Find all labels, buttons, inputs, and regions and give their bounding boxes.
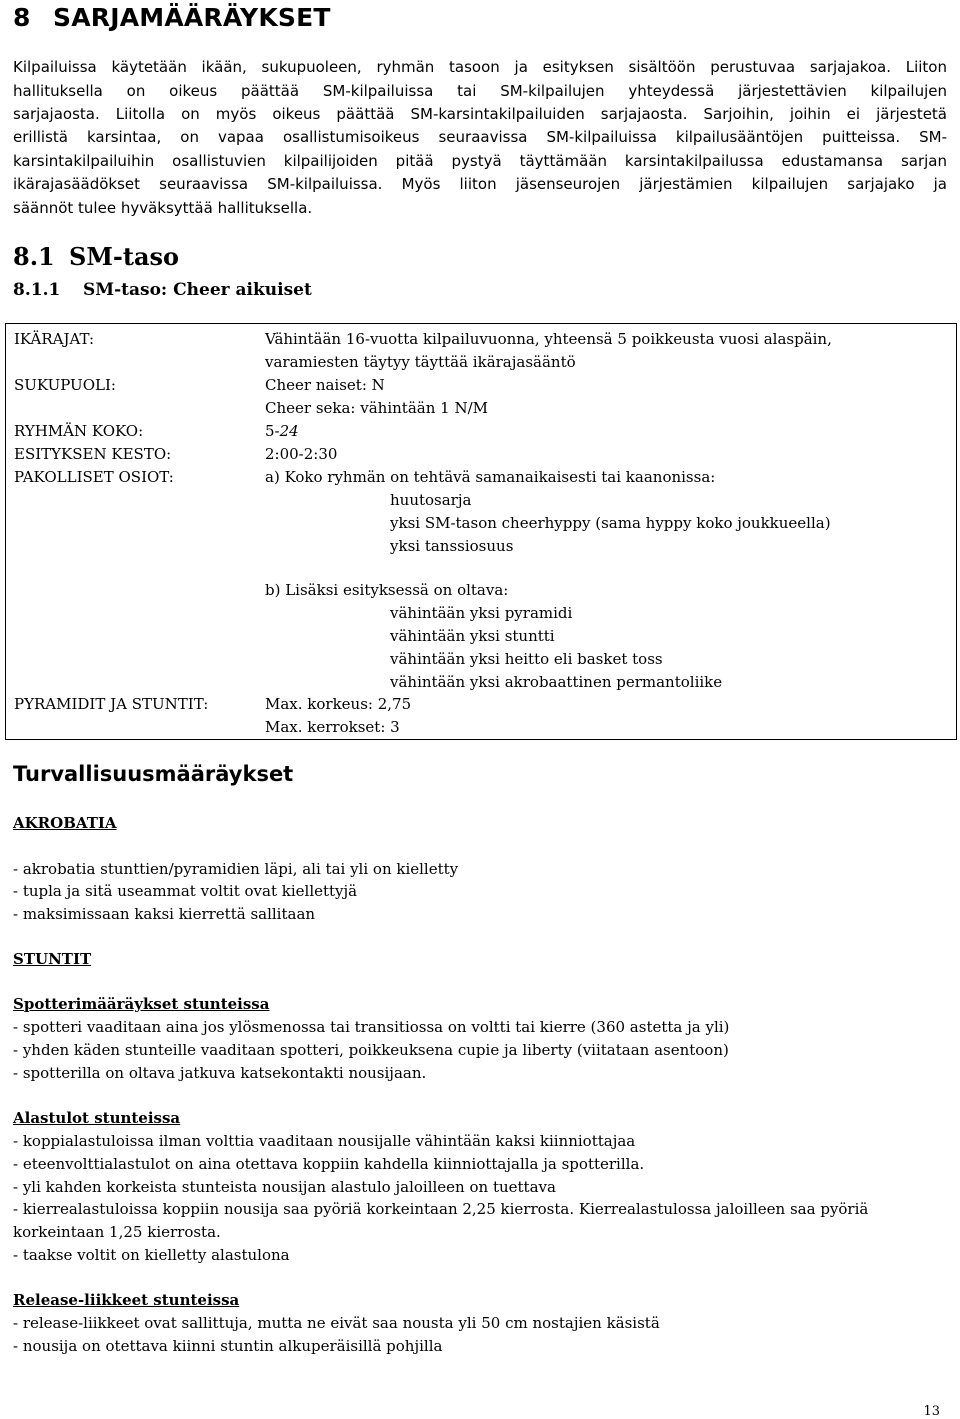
gender-value: Cheer naiset: N <box>265 376 385 394</box>
intro-line: hallituksella on oikeus päättää SM-kilpailuissa tai SM-kilpailujen yhteydessä järjestettävien kilpailujen <box>13 82 947 100</box>
spotter-item: - spotteri vaaditaan aina jos ylösmenossa tai transitiossa on voltti tai kierre (360 astetta ja yli) <box>13 1018 730 1036</box>
intro-line: sarjajaosta. Liitolla on myös oikeus päättää SM-karsintakilpailuiden sarjajaosta. Sarjoihin, joihin ei järjestetä <box>13 105 947 123</box>
parts-b-item: vähintään yksi stuntti <box>390 627 555 645</box>
acro-item: - akrobatia stunttien/pyramidien läpi, ali tai yli on kielletty <box>13 860 459 878</box>
acro-item: - maksimissaan kaksi kierrettä sallitaan <box>13 905 316 923</box>
spotter-item: - spotterilla on oltava jatkuva katsekontakti nousijaan. <box>13 1064 427 1082</box>
section-heading <box>13 242 179 271</box>
rules-box <box>5 323 957 740</box>
parts-label: PAKOLLISET OSIOT: <box>14 468 174 486</box>
gender-label: SUKUPUOLI: <box>14 376 116 394</box>
chapter-heading <box>13 3 331 32</box>
pyramids-value: Max. korkeus: 2,75 <box>265 695 412 713</box>
stunts-title: STUNTIT <box>13 950 92 968</box>
chapter-number: 8 <box>13 3 31 32</box>
chapter-title: SARJAMÄÄRÄYKSET <box>53 3 331 32</box>
size-value <box>265 422 299 440</box>
release-title: Release-liikkeet stunteissa <box>13 1291 240 1309</box>
landing-item: - kierrealastuloissa koppiin nousija saa pyöriä korkeintaan 2,25 kierrosta. Kierrealastulossa jaloilleen saa pyöriä <box>13 1200 869 1218</box>
release-item: - nousija on otettava kiinni stuntin alkuperäisillä pohjilla <box>13 1337 443 1355</box>
section-number: 8.1 <box>13 242 55 271</box>
age-label: IKÄRAJAT: <box>14 330 95 348</box>
subsection-number: 8.1.1 <box>13 280 61 300</box>
parts-b: b) Lisäksi esityksessä on oltava: <box>265 581 509 599</box>
acro-item: - tupla ja sitä useammat voltit ovat kiellettyjä <box>13 882 358 900</box>
parts-b-item: vähintään yksi heitto eli basket toss <box>390 650 663 668</box>
size-prefix: 5- <box>265 422 280 440</box>
landing-title: Alastulot stunteissa <box>13 1109 181 1127</box>
landing-item: - eteenvolttialastulot on aina otettava koppiin kahdella kiinniottajalla ja spotterilla. <box>13 1155 645 1173</box>
intro-paragraph <box>13 58 947 228</box>
age-value: Vähintään 16-vuotta kilpailuvuonna, yhteensä 5 poikkeusta vuosi alaspäin, <box>265 330 832 348</box>
release-item: - release-liikkeet ovat sallittuja, mutta ne eivät saa nousta yli 50 cm nostajien käsistä <box>13 1314 660 1332</box>
spotter-title: Spotterimääräykset stunteissa <box>13 995 270 1013</box>
parts-a-item: yksi SM-tason cheerhyppy (sama hyppy koko joukkueella) <box>390 514 831 532</box>
section-title: SM-taso <box>69 242 180 271</box>
landing-item: - taakse voltit on kielletty alastulona <box>13 1246 290 1264</box>
intro-line: säännöt tulee hyväksyttää hallituksella. <box>13 199 313 217</box>
parts-a: a) Koko ryhmän on tehtävä samanaikaisesti tai kaanonissa: <box>265 468 716 486</box>
safety-title: Turvallisuusmääräykset <box>13 762 294 786</box>
intro-line: Kilpailuissa käytetään ikään, sukupuoleen, ryhmän tasoon ja esityksen sisältöön perustuvaa sarjajakoa. Liiton <box>13 58 947 76</box>
parts-b-item: vähintään yksi pyramidi <box>390 604 573 622</box>
landing-item: - yli kahden korkeista stunteista nousijan alastulo jaloilleen on tuettava <box>13 1178 556 1196</box>
gender-value: Cheer seka: vähintään 1 N/M <box>265 399 488 417</box>
age-value: varamiesten täytyy täyttää ikärajasääntö <box>265 353 576 371</box>
parts-a-item: yksi tanssiosuus <box>390 537 514 555</box>
subsection-heading <box>13 280 312 300</box>
subsection-title: SM-taso: Cheer aikuiset <box>83 280 312 300</box>
landing-item: korkeintaan 1,25 kierrosta. <box>13 1223 221 1241</box>
landing-item: - koppialastuloissa ilman volttia vaaditaan nousijalle vähintään kaksi kiinniottajaa <box>13 1132 636 1150</box>
intro-line: erillistä karsintaa, on vapaa osallistumisoikeus seuraavissa SM-kilpailuissa kilpailusääntöjen puitteissa. SM- <box>13 128 947 146</box>
intro-line: karsintakilpailuihin osallistuvien kilpailijoiden pitää pystyä täyttämään karsintakilpailussa edustamansa sarjan <box>13 152 947 170</box>
duration-value: 2:00-2:30 <box>265 445 338 463</box>
pyramids-value: Max. kerrokset: 3 <box>265 718 400 736</box>
spotter-item: - yhden käden stunteille vaaditaan spotteri, poikkeuksena cupie ja liberty (viitataan asentoon) <box>13 1041 729 1059</box>
acro-title: AKROBATIA <box>13 814 117 832</box>
size-label: RYHMÄN KOKO: <box>14 422 144 440</box>
parts-b-item: vähintään yksi akrobaattinen permantoliike <box>390 673 723 691</box>
size-suffix: 24 <box>279 422 299 440</box>
duration-label: ESITYKSEN KESTO: <box>14 445 172 463</box>
intro-line: ikärajasäädökset seuraavissa SM-kilpailuissa. Myös liiton jäsenseurojen järjestämien kilpailujen sarjajako ja <box>13 175 947 193</box>
pyramids-label: PYRAMIDIT JA STUNTIT: <box>14 695 209 713</box>
parts-a-item: huutosarja <box>390 491 472 509</box>
page-number: 13 <box>923 1404 940 1419</box>
